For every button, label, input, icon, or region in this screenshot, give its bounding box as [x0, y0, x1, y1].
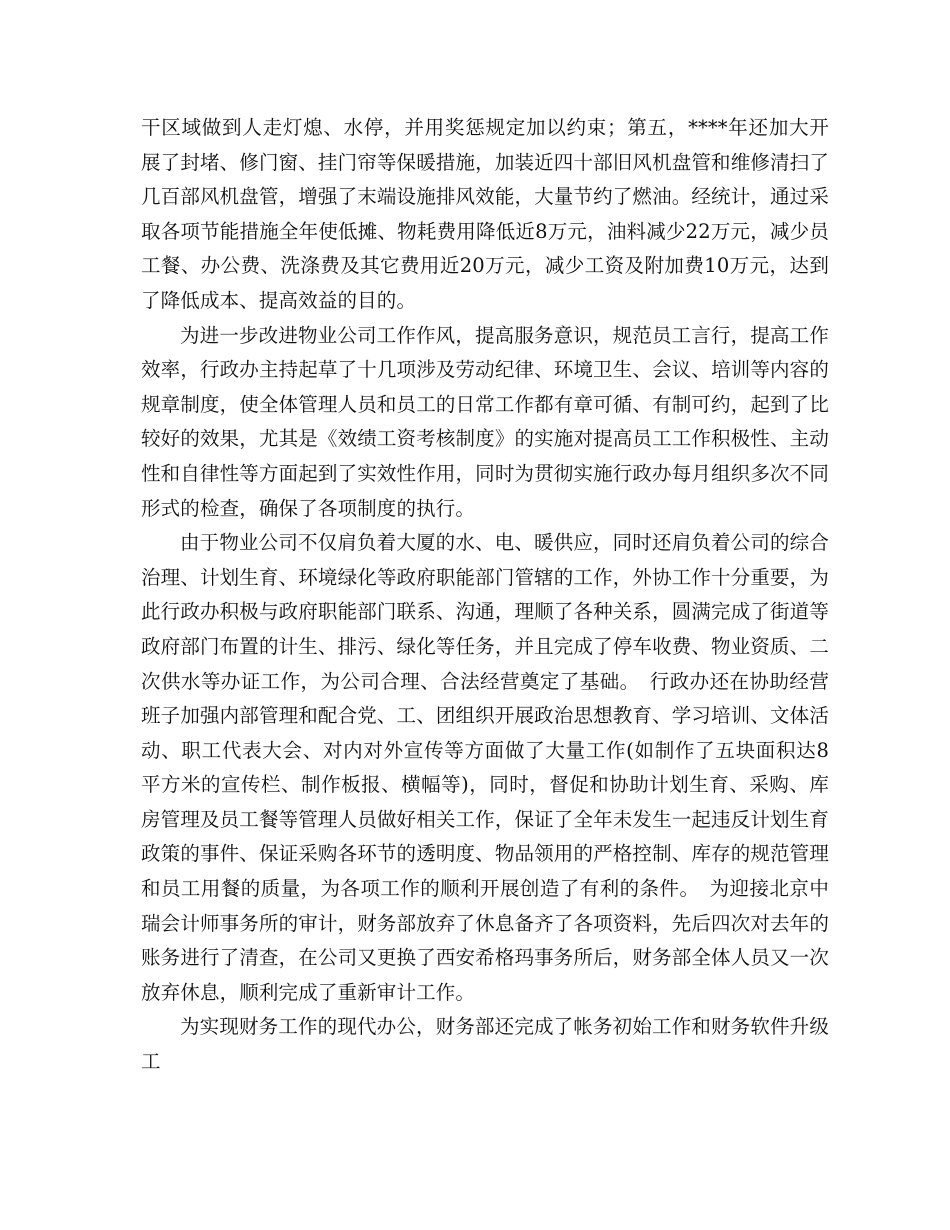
paragraph-4: 为实现财务工作的现代办公，财务部还完成了帐务初始工作和财务软件升级工	[141, 1015, 829, 1074]
paragraph-2: 为进一步改进物业公司工作作风，提高服务意识，规范员工言行，提高工作效率，行政办主持起草了十几项涉及劳动纪律、环境卫生、会议、培训等内容的规章制度，使全体管理人员和员工的日常工作都有章可循、有制可约，起到了比较好的效果，尤其是《效绩工资考核制度》的实施对提高员工工作积极性、主动性和自律性等方面起到了实效性作用，同时为贯彻实施行政办每月组织多次不同形式的检查，确保了各项制度的执行。	[141, 323, 829, 520]
document-body	[141, 111, 829, 1080]
paragraph-1: 干区域做到人走灯熄、水停，并用奖惩规定加以约束；第五，****年还加大开展了封堵、修门窗、挂门帘等保暖措施，加装近四十部旧风机盘管和维修清扫了几百部风机盘管，增强了末端设施排风效能，大量节约了燃油。经统计，通过采取各项节能措施全年使低摊、物耗费用降低近8万元，油料减少22万元，减少员工餐、办公费、洗涤费及其它费用近20万元，减少工资及附加费10万元，达到了降低成本、提高效益的目的。	[141, 116, 829, 312]
paragraph-3: 由于物业公司不仅肩负着大厦的水、电、暖供应，同时还肩负着公司的综合治理、计划生育、环境绿化等政府职能部门管辖的工作，外协工作十分重要，为此行政办积极与政府职能部门联系、沟通，理顺了各种关系，圆满完成了街道等政府部门布置的计生、排污、绿化等任务，并且完成了停车收费、物业资质、二次供水等办证工作，为公司合理、合法经营奠定了基础。 行政办还在协助经营班子加强内部管理和配合党、工、团组织开展政治思想教育、学习培训、文体活动、职工代表大会、对内对外宣传等方面做了大量工作(如制作了五块面积达8平方米的宣传栏、制作板报、横幅等)，同时，督促和协助计划生育、采购、库房管理及员工餐等管理人员做好相关工作，保证了全年未发生一起违反计划生育政策的事件、保证采购各环节的透明度、物品领用的严格控制、库存的规范管理和员工用餐的质量，为各项工作的顺利开展创造了有利的条件。 为迎接北京中瑞会计师事务所的审计，财务部放弃了休息备齐了各项资料，先后四次对去年的账务进行了清查，在公司又更换了西安希格玛事务所后，财务部全体人员又一次放弃休息，顺利完成了重新审计工作。	[141, 531, 829, 1004]
